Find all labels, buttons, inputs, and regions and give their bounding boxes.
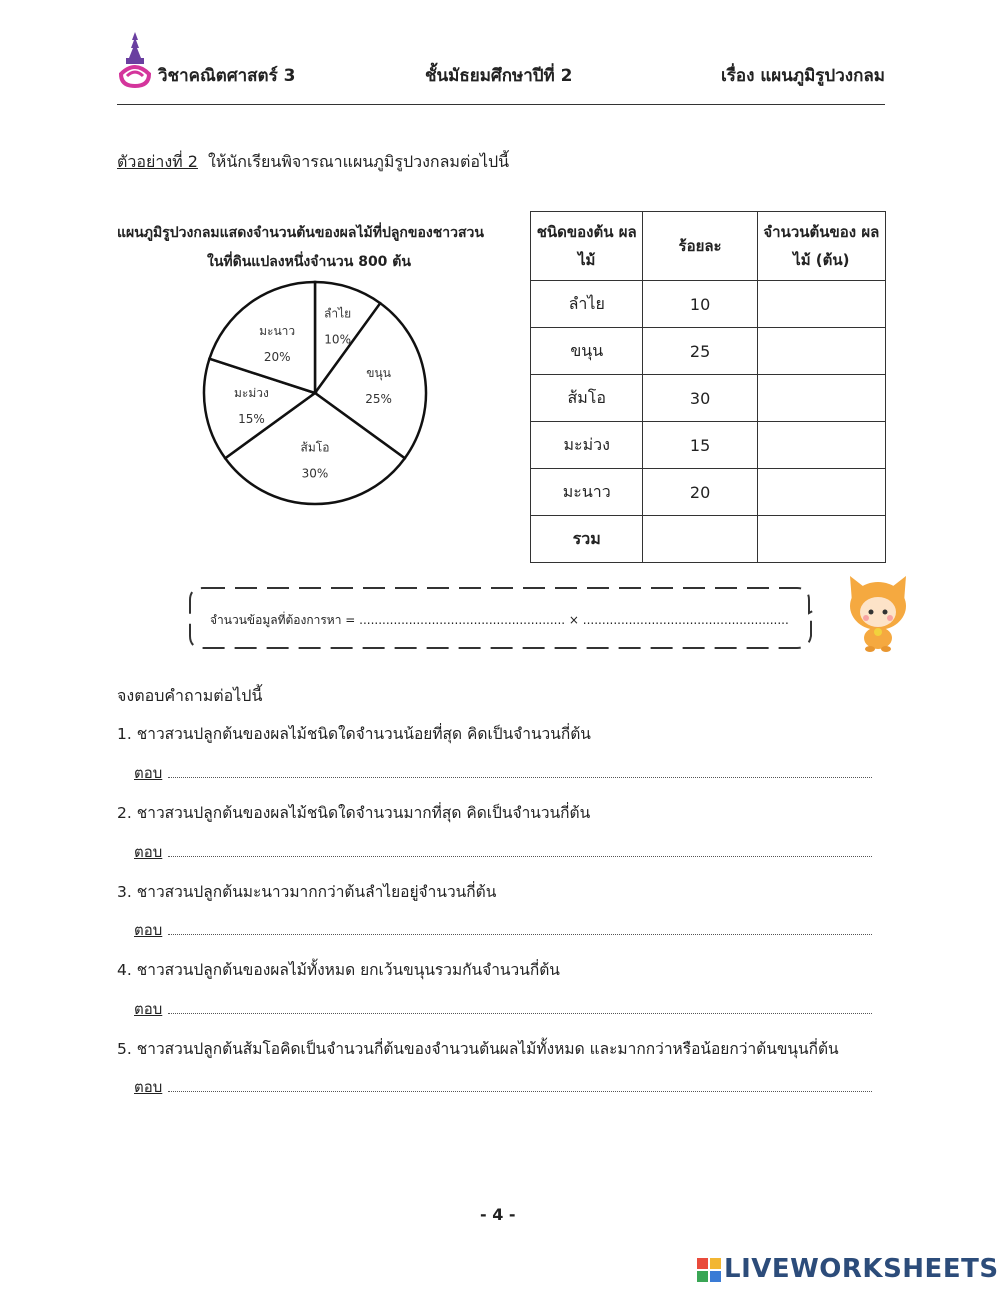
grade-title: ชั้นมัธยมศึกษาปีที่ 2 (425, 66, 573, 86)
answer-dots (168, 846, 872, 857)
table-row (531, 469, 886, 516)
question-2: 2. ชาวสวนปลูกต้นของผลไม้ชนิดใดจำนวนมากที่สุด คิดเป็นจำนวนกี่ต้น (117, 804, 591, 822)
pie-label-name: ส้มโอ (300, 440, 330, 455)
answer-line[interactable] (134, 840, 872, 864)
table-header-row (531, 212, 886, 281)
header-divider (117, 104, 885, 105)
table-row (531, 375, 886, 422)
page-number: - 4 - (480, 1205, 516, 1224)
percent-cell: 20 (643, 469, 757, 516)
question-5: 5. ชาวสวนปลูกต้นส้มโอคิดเป็นจำนวนกี่ต้นของจำนวนต้นผลไม้ทั้งหมด และมากกว่าหรือน้อยกว่าต้นขนุนกี่ต้น (117, 1040, 839, 1058)
answer-line[interactable] (134, 1075, 872, 1099)
answer-label: ตอบ (134, 1078, 163, 1096)
example-heading (117, 150, 509, 175)
liveworksheets-logo-icon (697, 1258, 721, 1282)
total-percent-input-cell[interactable] (643, 516, 757, 563)
fruit-cell: มะนาว (531, 469, 643, 516)
percent-cell: 15 (643, 422, 757, 469)
table-row (531, 328, 886, 375)
chart-subtitle: ในที่ดินแปลงหนึ่งจำนวน 800 ต้น (207, 254, 411, 270)
answer-label: ตอบ (134, 1000, 163, 1018)
example-label: ตัวอย่างที่ 2 (117, 152, 198, 171)
pie-label-name: ขนุน (366, 365, 391, 380)
percent-cell: 30 (643, 375, 757, 422)
pie-label-name: มะนาว (259, 323, 296, 338)
answer-line[interactable] (134, 918, 872, 942)
example-instruction: ให้นักเรียนพิจารณาแผนภูมิรูปวงกลมต่อไปนี้ (207, 152, 510, 171)
answer-dots (168, 1081, 872, 1092)
fruit-cell: ลำไย (531, 281, 643, 328)
brand-name[interactable]: LIVEWORKSHEETS (724, 1254, 999, 1284)
pie-label-percent: 25% (365, 391, 392, 406)
col-header-count: จำนวนต้นของ ผลไม้ (ต้น) (757, 212, 885, 281)
percent-cell: 25 (643, 328, 757, 375)
table-total-row (531, 516, 886, 563)
answer-label: ตอบ (134, 921, 163, 939)
pie-label-name: มะม่วง (233, 386, 269, 401)
answer-dots (168, 1003, 872, 1014)
questions-intro: จงตอบคำถามต่อไปนี้ (117, 686, 263, 705)
col-header-fruit: ชนิดของต้น ผลไม้ (531, 212, 643, 281)
pie-label-name: ลำไย (324, 306, 352, 321)
question-4: 4. ชาวสวนปลูกต้นของผลไม้ทั้งหมด ยกเว้นขนุนรวมกันจำนวนกี่ต้น (117, 961, 560, 979)
col-header-percent: ร้อยละ (643, 212, 757, 281)
count-input-cell[interactable] (757, 422, 885, 469)
fruit-cell: ส้มโอ (531, 375, 643, 422)
answer-label: ตอบ (134, 764, 163, 782)
count-input-cell[interactable] (757, 328, 885, 375)
fruit-table (530, 211, 886, 563)
topic-title: เรื่อง แผนภูมิรูปวงกลม (720, 66, 885, 86)
pie-label-percent: 10% (324, 332, 351, 347)
answer-label: ตอบ (134, 843, 163, 861)
chart-title: แผนภูมิรูปวงกลมแสดงจำนวนต้นของผลไม้ที่ปลูกของชาวสวน (117, 225, 484, 241)
question-3: 3. ชาวสวนปลูกต้นมะนาวมากกว่าต้นลำไยอยู่จำนวนกี่ต้น (117, 883, 497, 901)
formula-text: จำนวนข้อมูลที่ต้องการหา = ...................................................... × ...................................................... (210, 613, 789, 627)
question-1: 1. ชาวสวนปลูกต้นของผลไม้ชนิดใดจำนวนน้อยที่สุด คิดเป็นจำนวนกี่ต้น (117, 725, 591, 743)
pie-label-percent: 20% (263, 349, 291, 364)
fruit-cell: มะม่วง (531, 422, 643, 469)
total-count-input-cell[interactable] (757, 516, 885, 563)
table-row (531, 281, 886, 328)
count-input-cell[interactable] (757, 281, 885, 328)
percent-cell: 10 (643, 281, 757, 328)
count-input-cell[interactable] (757, 469, 885, 516)
count-input-cell[interactable] (757, 375, 885, 422)
total-label: รวม (531, 516, 643, 563)
pie-chart (195, 275, 445, 515)
answer-dots (168, 924, 872, 935)
subject-title: วิชาคณิตศาสตร์ 3 (158, 66, 296, 86)
school-emblem-icon (117, 30, 153, 92)
answer-line[interactable] (134, 761, 872, 785)
fruit-cell: ขนุน (531, 328, 643, 375)
cat-mascot-icon (842, 572, 914, 652)
answer-dots (168, 767, 872, 778)
table-row (531, 422, 886, 469)
answer-line[interactable] (134, 997, 872, 1021)
pie-label-percent: 30% (301, 466, 329, 481)
pie-label-percent: 15% (238, 412, 265, 427)
